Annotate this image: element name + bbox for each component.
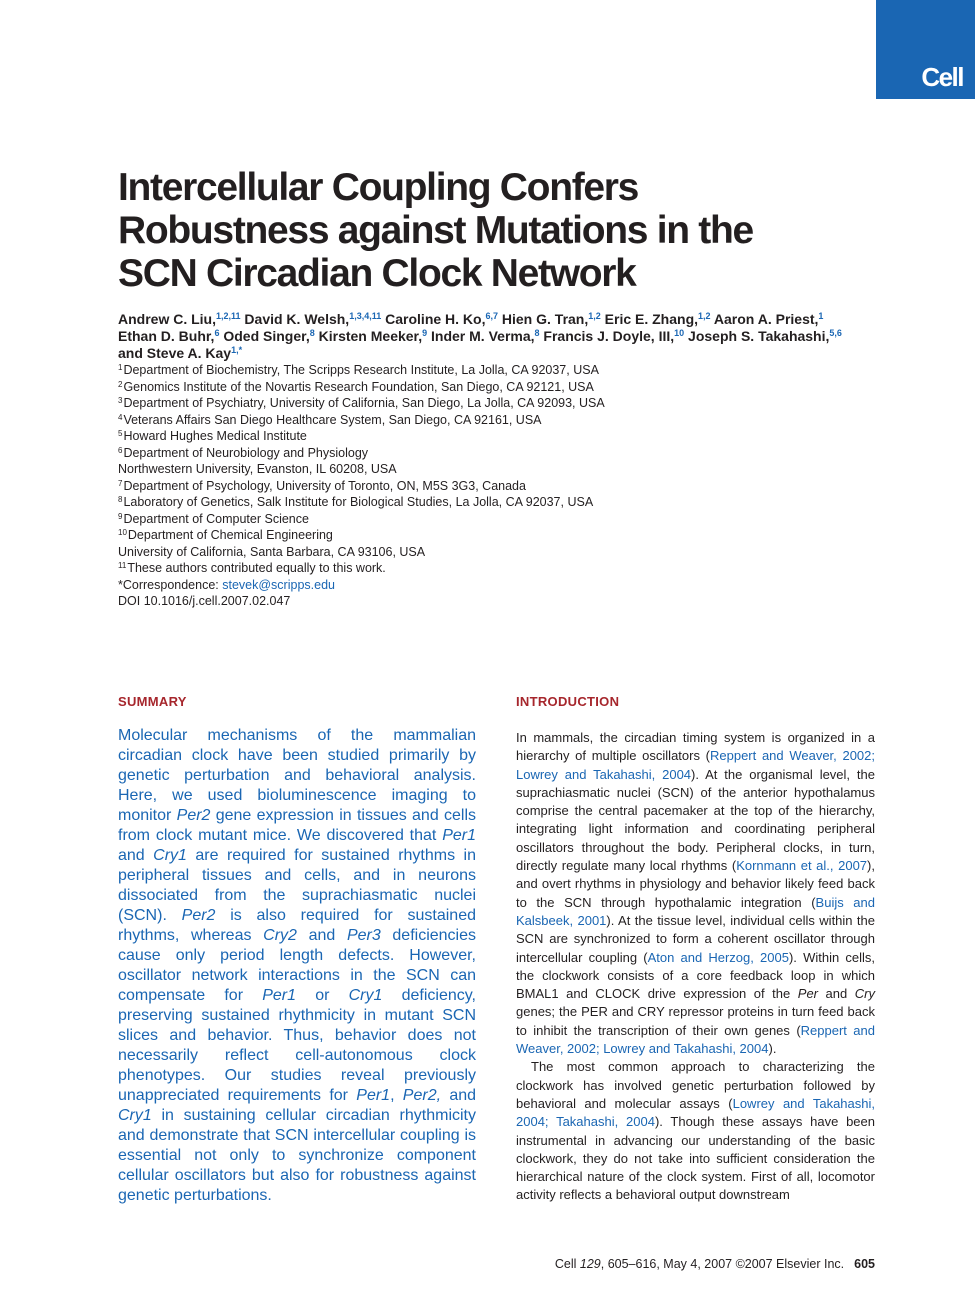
summary-heading: SUMMARY [118, 694, 187, 709]
affiliation: $^3$Department of Psychiatry, University of California, San Diego, La Jolla, CA 92093, USA [118, 396, 605, 410]
citation-link[interactable]: Aton and Herzog, 2005 [647, 949, 789, 965]
affiliation: $^{11}$These authors contributed equally to this work. [118, 561, 386, 575]
affiliation: $^9$Department of Computer Science [118, 511, 309, 526]
correspondence: *Correspondence: stevek@scripps.edu [118, 577, 335, 592]
citation-link[interactable]: Kornmann et al., 2007 [736, 858, 868, 874]
affiliations [118, 362, 878, 610]
affiliation-continued: Northwestern University, Evanston, IL 60208, USA [118, 462, 397, 476]
citation-link[interactable]: Reppert and Weaver, 2002; Lowrey and Takahashi, 2004 [516, 748, 875, 782]
citation-link[interactable]: Buijs and Kalsbeek, 2001 [516, 894, 875, 928]
correspondence-email-link[interactable]: stevek@scripps.edu [222, 577, 335, 592]
page-number: 605 [854, 1257, 875, 1271]
affiliation: $^6$Department of Neurobiology and Physiology [118, 445, 369, 460]
affiliation: $^8$Laboratory of Genetics, Salk Institute for Biological Studies, La Jolla, CA 92037, USA [118, 495, 594, 509]
affiliation: $^4$Veterans Affairs San Diego Healthcare System, San Diego, CA 92161, USA [118, 412, 542, 427]
affiliation: $^1$Department of Biochemistry, The Scripps Research Institute, La Jolla, CA 92037, USA [118, 363, 599, 377]
affiliation: $^5$Howard Hughes Medical Institute [118, 429, 307, 443]
citation-link[interactable]: Lowrey and Takahashi, 2004; Takahashi, 2004 [516, 1095, 875, 1130]
summary-text: Molecular mechanisms of the mammalian circadian clock have been studied primarily by genetic perturbation and behavioral analysis. Here, we used bioluminescence imaging to monitor Per2 gene expression in tissues and cells from clock mutant mice. We discovered that Per1 and Cry1 are required for sustained rhythms in peripheral tissues and cells, and in neurons dissociated from the suprachiasmatic nuclei (SCN). Per2 is also required for sustained rhythms, whereas Cry2 and Per3 deficiencies cause only period length defects. However, oscillator network interactions in the SCN can compensate for Per1 or Cry1 deficiency, preserving sustained rhythmicity in mutant SCN slices and behavior. Thus, behavior does not necessarily reflect cell-autonomous clock phenotypes. Our studies reveal previously unappreciated requirements for Per1, Per2, and Cry1 in sustaining cellular circadian rhythmicity and demonstrate that SCN intercellular coupling is essential not only to synchronize component cellular oscillators but also for robustness against genetic perturbations. [118, 727, 477, 1204]
affiliation-continued: University of California, Santa Barbara, CA 93106, USA [118, 544, 426, 559]
affiliation: $^2$Genomics Institute of the Novartis Research Foundation, San Diego, CA 92121, USA [118, 379, 594, 394]
doi: DOI 10.1016/j.cell.2007.02.047 [118, 594, 291, 608]
introduction-heading: INTRODUCTION [516, 694, 620, 709]
article-title: Intercellular Coupling Confers Robustness against Mutations in the SCN Circadian Clock Network [118, 166, 753, 295]
author-list: Andrew C. Liu,$^{1,2,11}$ David K. Welsh,$^{1,3,4,11}$ Caroline H. Ko,$^{6,7}$ Hien G. Tran,$^{1,2}$ Eric E. Zhang,$^{1,2}$ Aaron A. Priest,$^1$ Ethan D. Buhr,$^6$ Oded Singer,$^8$ Kirsten Meeker,$^9$ Inder M. Verma,$^8$ Francis J. Doyle, III,$^{10}$ Joseph S. Takahashi,$^{5,6}$ and Steve A. Kay$^{1,*}$ [118, 311, 842, 361]
page-footer: Cell 129, 605–616, May 4, 2007 ©2007 Elsevier Inc. 605 [554, 1257, 875, 1271]
intro-paragraph: The most common approach to characterizing the clockwork has involved genetic perturbation followed by behavioral and molecular assays (Lowrey and Takahashi, 2004; Takahashi, 2004). Though these assays have been instrumental in advancing our understanding of the basic clockwork, they do not take into sufficient consideration the hierarchical nature of the clock system. First of all, locomotor activity reflects a behavioral output downstream [516, 1059, 876, 1203]
cell-logo [876, 0, 975, 99]
affiliation: $^7$Department of Psychology, University of Toronto, ON, M5S 3G3, Canada [118, 478, 526, 493]
journal-name: Cell [921, 62, 963, 92]
affiliation: $^{10}$Department of Chemical Engineering [118, 528, 333, 542]
citation-link[interactable]: Reppert and Weaver, 2002; Lowrey and Takahashi, 2004 [516, 1022, 875, 1057]
introduction-text [516, 729, 875, 1205]
intro-paragraph: In mammals, the circadian timing system is organized in a hierarchy of multiple oscillators (Reppert and Weaver, 2002; Lowrey and Takahashi, 2004). At the organismal level, the suprachiasmatic nuclei (SCN) of the anterior hypothalamus comprise the central pacemaker at the top of the hierarchy, integrating light information and coordinating peripheral oscillators throughout the body. Peripheral clocks, in turn, directly regulate many local rhythms (Kornmann et al., 2007), and overt rhythms in physiology and behavior likely feed back to the SCN through hypothalamic integration (Buijs and Kalsbeek, 2001). At the tissue level, individual cells within the SCN are synchronized to form a coherent oscillator through intercellular coupling (Aton and Herzog, 2005). Within cells, the clockwork consists of a core feedback loop in which BMAL1 and CLOCK drive expression of the Per and Cry genes; the PER and CRY repressor proteins in turn feed back to inhibit the transcription of their own genes (Reppert and Weaver, 2002; Lowrey and Takahashi, 2004). [516, 730, 875, 1057]
